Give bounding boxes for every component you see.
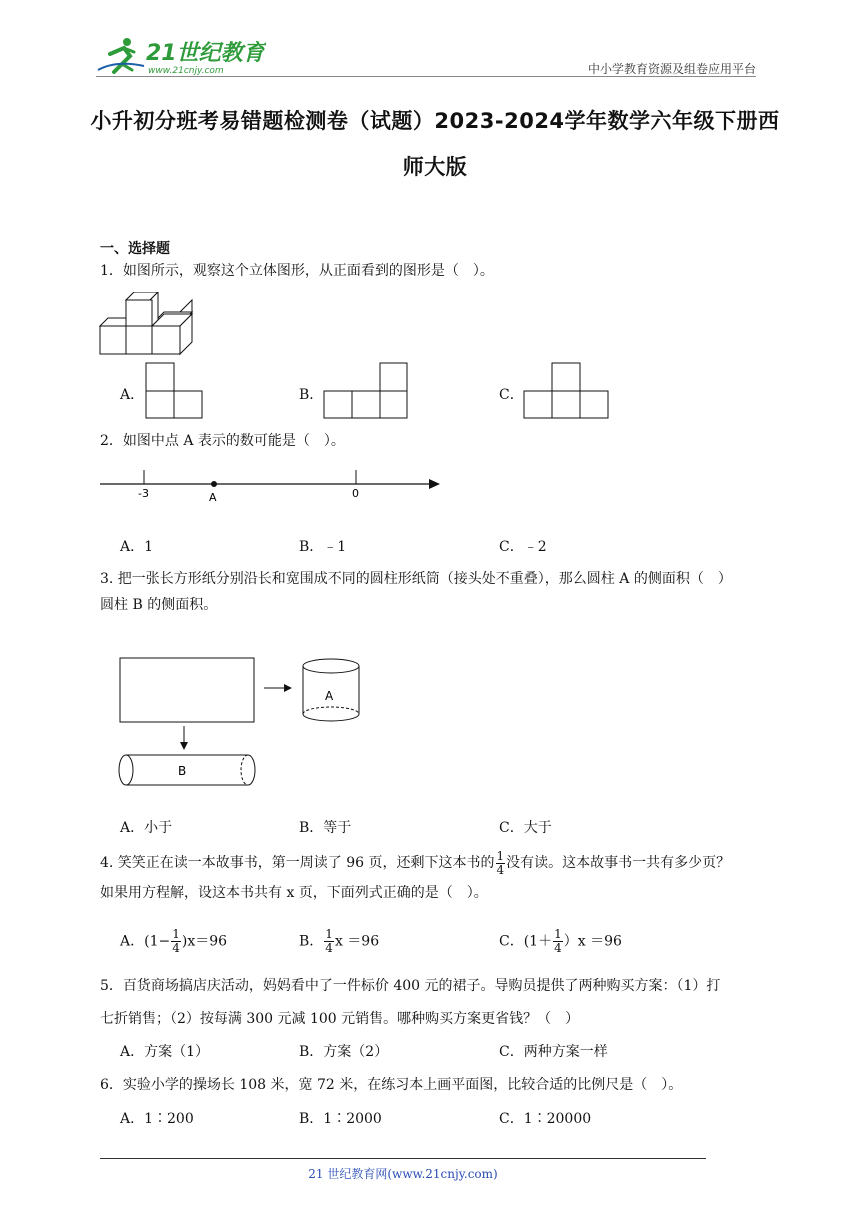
- q5-option-b[interactable]: B．方案（2）: [299, 1044, 389, 1060]
- footer-text[interactable]: 21 世纪教育网(www.21cnjy.com): [308, 1167, 498, 1181]
- arrow-icon: [429, 479, 440, 489]
- question-3-stem: 3. 把一张长方形纸分别沿长和宽围成不同的圆柱形纸筒（接头处不重叠），那么圆柱 A 的侧面积（ ） 圆柱 B 的侧面积。: [100, 571, 732, 613]
- q1-option-c[interactable]: C．: [499, 387, 524, 403]
- site-logo: [96, 36, 266, 78]
- q1-option-c-figure: [523, 362, 611, 420]
- svg-text:B: B: [178, 764, 187, 778]
- q2-option-c[interactable]: C．﹣2: [499, 539, 547, 555]
- title-line-1: 小升初分班考易错题检测卷（试题）2023-2024学年数学六年级下册西: [90, 109, 780, 133]
- q1-solid-figure: [96, 292, 200, 356]
- fraction: $\frac{1}{4}$: [496, 848, 505, 877]
- point-a: [211, 481, 217, 487]
- footer-divider: [100, 1158, 706, 1159]
- title-line-2: 师大版: [402, 155, 468, 179]
- page-title: [90, 98, 780, 190]
- q6-option-b[interactable]: B．1∶2000: [299, 1111, 382, 1127]
- q4-option-c[interactable]: C．(1＋ $\frac{1}{4}$ ）x ＝96: [499, 927, 622, 955]
- q3-option-a[interactable]: A．小于: [120, 820, 173, 836]
- q5-option-c[interactable]: C．两种方案一样: [499, 1044, 608, 1060]
- q2-option-a[interactable]: A．1: [120, 539, 154, 555]
- q4-option-a[interactable]: A．(1− $\frac{1}{4}$ )x＝96: [120, 927, 228, 955]
- q1-option-a[interactable]: A．: [120, 387, 145, 403]
- question-6-stem: 6．实验小学的操场长 108 米，宽 72 米，在练习本上画平面图，比较合适的比例尺是（ ）。: [100, 1077, 683, 1093]
- q5-option-a[interactable]: A．方案（1）: [120, 1044, 210, 1060]
- q6-option-a[interactable]: A．1∶200: [120, 1111, 194, 1127]
- q4-option-b[interactable]: B． $\frac{1}{4}$ x ＝96: [299, 927, 380, 955]
- q6-option-c[interactable]: C．1∶20000: [499, 1111, 592, 1127]
- svg-text:www.21cnjy.com: www.21cnjy.com: [148, 66, 224, 76]
- svg-text:A: A: [209, 491, 217, 504]
- question-2-stem: 2．如图中点 A 表示的数可能是（ ）。: [100, 433, 345, 449]
- svg-text:21世纪教育: 21世纪教育: [146, 41, 265, 66]
- header-platform-text: 中小学教育资源及组卷应用平台: [587, 62, 756, 76]
- header-divider: [96, 76, 756, 77]
- q2-option-b[interactable]: B．﹣1: [299, 539, 347, 555]
- svg-text:A: A: [325, 689, 334, 703]
- q1-option-a-figure: [145, 362, 205, 420]
- section-heading: 一、选择题: [100, 241, 170, 257]
- question-4-stem: 4. 笑笑正在读一本故事书，第一周读了 96 页，还剩下这本书的 $\frac{1}{4}$ 没有读。这本故事书一共有多少页？ 如果用方程解，设这本书共有 x 页，下面列式正确的是（ ）。: [100, 848, 731, 901]
- q2-number-line: [96, 464, 442, 506]
- svg-text:-3: -3: [138, 487, 149, 500]
- q3-option-c[interactable]: C．大于: [499, 820, 552, 836]
- q1-option-b[interactable]: B．: [299, 387, 324, 403]
- svg-text:0: 0: [352, 487, 359, 500]
- question-1-stem: 1．如图所示，观察这个立体图形，从正面看到的图形是（ ）。: [100, 263, 494, 279]
- question-5-stem: 5．百货商场搞店庆活动，妈妈看中了一件标价 400 元的裙子。导购员提供了两种购买方案：（1）打 七折销售；（2）按每满 300 元减 100 元销售。哪种购买方案更省钱？（ ）: [100, 978, 721, 1027]
- q1-option-b-figure: [323, 362, 409, 420]
- q3-option-b[interactable]: B．等于: [299, 820, 352, 836]
- runner-icon: [98, 38, 144, 72]
- q3-cylinder-figure: [114, 656, 366, 790]
